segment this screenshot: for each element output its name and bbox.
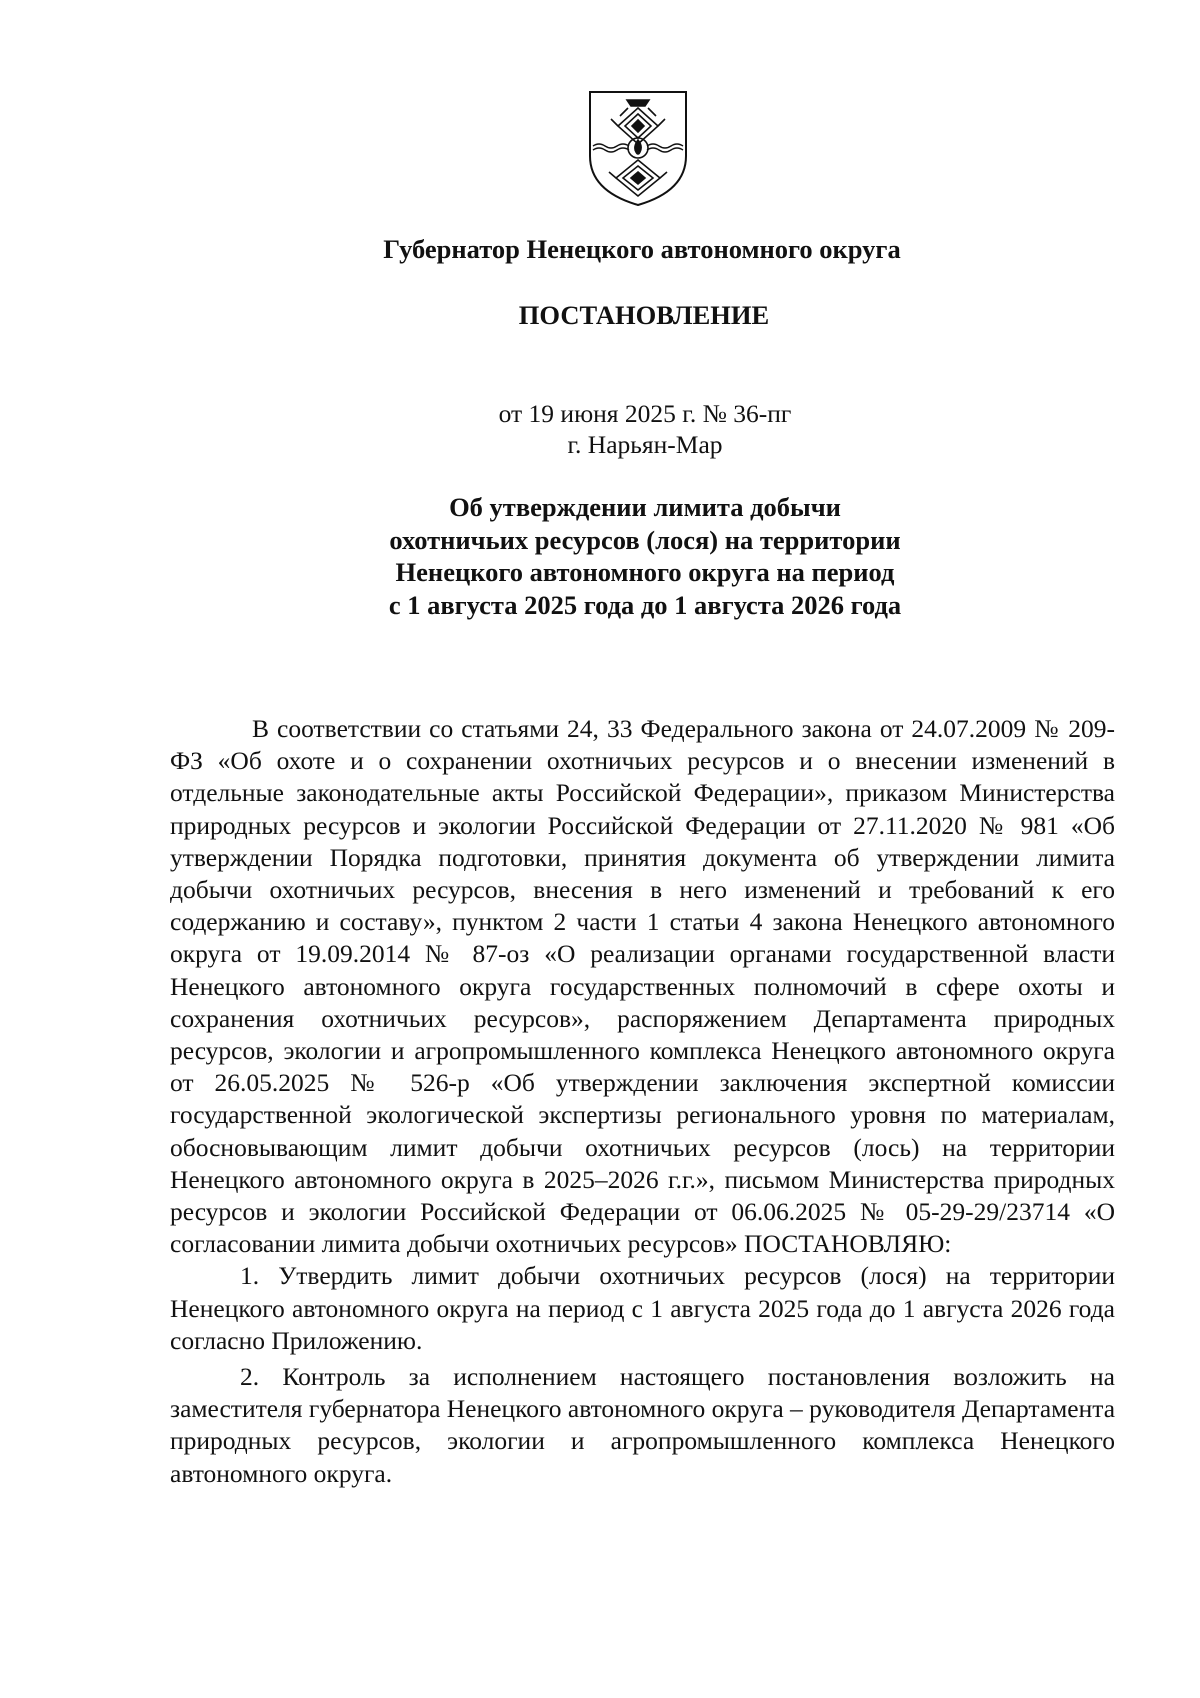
- subject-line: с 1 августа 2025 года до 1 августа 2026 года: [388, 589, 902, 620]
- document-body: [170, 713, 1115, 1490]
- issuing-authority: Губернатор Ненецкого автономного округа: [383, 234, 901, 264]
- document-type-title: ПОСТАНОВЛЕНИЕ: [518, 300, 770, 330]
- document-place: г. Нарьян-Мар: [567, 430, 723, 459]
- subject-line: Об утверждении лимита добычи: [449, 492, 841, 522]
- subject-line: Ненецкого автономного округа на период: [395, 557, 895, 587]
- resolution-item-2: 2. Контроль за исполнением настоящего постановления возложить на заместителя губернатора Ненецкого автономного округа – руководителя Департамента природных ресурсов, экологии и агропромышленного комплекса Ненецкого автономного округа.: [170, 1362, 1116, 1488]
- subject-line: охотничьих ресурсов (лося) на территории: [389, 524, 901, 555]
- document-subject: [0, 491, 1200, 621]
- resolution-item-1: 1. Утвердить лимит добычи охотничьих ресурсов (лося) на территории Ненецкого автономного округа на период с 1 августа 2025 года до 1 августа 2026 года согласно Приложению.: [170, 1261, 1115, 1355]
- coat-of-arms-icon: [587, 86, 689, 208]
- document-date-number: от 19 июня 2025 г. № 36-пг: [498, 399, 792, 428]
- preamble-paragraph: В соответствии со статьями 24, 33 Федерального закона от 24.07.2009 № 209-ФЗ «Об охоте и о сохранении охотничьих ресурсов и о внесении изменений в отдельные законодательные акты Российской Федерации», приказом Министерства природных ресурсов и экологии Российской Федерации от 27.11.2020 № 981 «Об утверждении Порядка подготовки, принятия документа об утверждении лимита добычи охотничьих ресурсов, внесения в него изменений и требований к его содержанию и составу», пунктом 2 части 1 статьи 4 закона Ненецкого автономного округа от 19.09.2014 № 87-оз «О реализации органами государственной власти Ненецкого автономного округа государственных полномочий в сфере охоты и сохранения охотничьих ресурсов», распоряжением Департамента природных ресурсов, экологии и агропромышленного комплекса Ненецкого автономного округа от 26.05.2025 № 526-р «Об утверждении заключения экспертной комиссии государственной экологической экспертизы регионального уровня по материалам, обосновывающим лимит добычи охотничьих ресурсов (лось) на территории Ненецкого автономного округа в 2025–2026 г.г.», письмом Министерства природных ресурсов и экологии Российской Федерации от 06.06.2025 № 05-29-29/23714 «О согласовании лимита добычи охотничьих ресурсов» ПОСТАНОВЛЯЮ:: [170, 714, 1115, 1259]
